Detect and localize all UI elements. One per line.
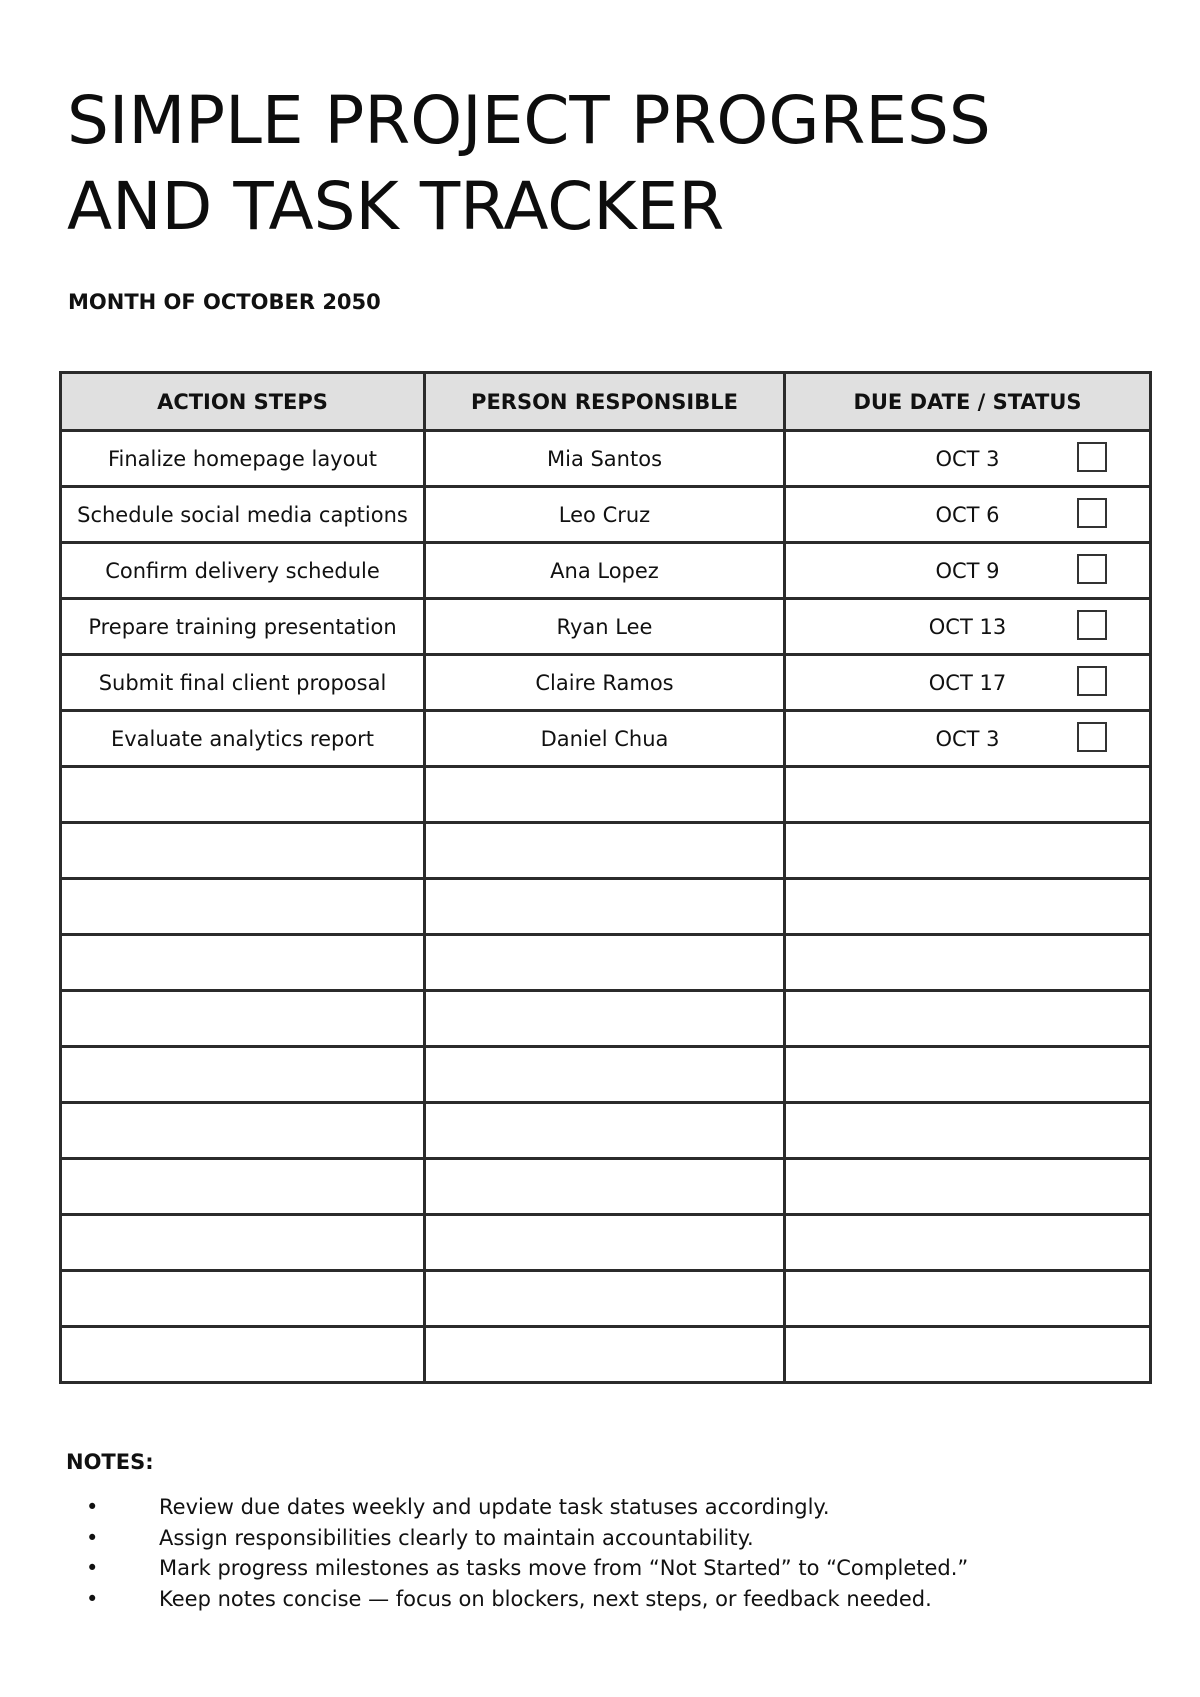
status-checkbox[interactable] xyxy=(1077,610,1107,640)
due-date: OCT 6 xyxy=(935,502,1000,527)
bullet-icon: • xyxy=(86,1586,99,1611)
bullet-icon: • xyxy=(86,1525,99,1550)
empty-table-row xyxy=(61,1327,1151,1383)
notes-list xyxy=(86,1492,1146,1614)
action-step-cell: Evaluate analytics report xyxy=(61,711,425,767)
due-date: OCT 13 xyxy=(928,614,1007,639)
bullet-icon: • xyxy=(86,1495,99,1519)
action-step-cell: Confirm delivery schedule xyxy=(61,543,425,599)
empty-person-cell[interactable] xyxy=(425,1327,785,1383)
empty-action-cell[interactable] xyxy=(61,823,425,879)
status-checkbox[interactable] xyxy=(1077,498,1107,528)
empty-action-cell[interactable] xyxy=(61,1327,425,1383)
empty-person-cell[interactable] xyxy=(425,1103,785,1159)
empty-action-cell[interactable] xyxy=(61,1159,425,1215)
empty-person-cell[interactable] xyxy=(425,1047,785,1103)
action-step-cell: Schedule social media captions xyxy=(61,487,425,543)
empty-due-cell[interactable] xyxy=(785,767,1151,823)
table-row xyxy=(61,655,1151,711)
header-action-steps: ACTION STEPS xyxy=(61,373,425,431)
table-row xyxy=(61,431,1151,487)
task-table xyxy=(59,371,1152,1384)
empty-table-row xyxy=(61,879,1151,935)
empty-table-row xyxy=(61,823,1151,879)
empty-person-cell[interactable] xyxy=(425,991,785,1047)
note-text: Review due dates weekly and update task statuses accordingly. xyxy=(159,1495,830,1519)
empty-person-cell[interactable] xyxy=(425,1271,785,1327)
empty-table-row xyxy=(61,1103,1151,1159)
empty-due-cell[interactable] xyxy=(785,1047,1151,1103)
due-date-status-cell xyxy=(785,543,1151,599)
due-date-status-cell xyxy=(785,431,1151,487)
empty-action-cell[interactable] xyxy=(61,1215,425,1271)
action-step-cell: Submit final client proposal xyxy=(61,655,425,711)
empty-table-row xyxy=(61,1159,1151,1215)
notes-title: NOTES: xyxy=(66,1450,154,1474)
due-date-status-cell xyxy=(785,487,1151,543)
month-label: MONTH OF OCTOBER 2050 xyxy=(68,290,381,314)
empty-person-cell[interactable] xyxy=(425,935,785,991)
empty-person-cell[interactable] xyxy=(425,879,785,935)
empty-action-cell[interactable] xyxy=(61,1271,425,1327)
empty-table-row xyxy=(61,1215,1151,1271)
empty-due-cell[interactable] xyxy=(785,1103,1151,1159)
person-responsible-cell: Leo Cruz xyxy=(425,487,785,543)
action-step-cell: Finalize homepage layout xyxy=(61,431,425,487)
due-date: OCT 9 xyxy=(935,558,1000,583)
table-row xyxy=(61,543,1151,599)
status-checkbox[interactable] xyxy=(1077,666,1107,696)
table-row xyxy=(61,599,1151,655)
note-text: Keep notes concise — focus on blockers, next steps, or feedback needed. xyxy=(159,1586,932,1611)
empty-action-cell[interactable] xyxy=(61,1103,425,1159)
status-checkbox[interactable] xyxy=(1077,554,1107,584)
page-title: SIMPLE PROJECT PROGRESS AND TASK TRACKER xyxy=(67,82,991,245)
empty-action-cell[interactable] xyxy=(61,991,425,1047)
empty-person-cell[interactable] xyxy=(425,1215,785,1271)
note-item xyxy=(86,1523,1146,1554)
status-checkbox[interactable] xyxy=(1077,442,1107,472)
empty-action-cell[interactable] xyxy=(61,879,425,935)
person-responsible-cell: Mia Santos xyxy=(425,431,785,487)
table-header-row xyxy=(61,373,1151,431)
note-item xyxy=(86,1584,1146,1615)
empty-person-cell[interactable] xyxy=(425,1159,785,1215)
due-date: OCT 3 xyxy=(935,726,1000,751)
empty-due-cell[interactable] xyxy=(785,1215,1151,1271)
due-date: OCT 3 xyxy=(935,446,1000,471)
empty-table-row xyxy=(61,935,1151,991)
due-date-status-cell xyxy=(785,655,1151,711)
empty-action-cell[interactable] xyxy=(61,767,425,823)
status-checkbox[interactable] xyxy=(1077,722,1107,752)
empty-due-cell[interactable] xyxy=(785,823,1151,879)
empty-person-cell[interactable] xyxy=(425,767,785,823)
person-responsible-cell: Daniel Chua xyxy=(425,711,785,767)
table-row xyxy=(61,487,1151,543)
empty-person-cell[interactable] xyxy=(425,823,785,879)
note-text: Assign responsibilities clearly to maintain accountability. xyxy=(159,1525,754,1550)
action-step-cell: Prepare training presentation xyxy=(61,599,425,655)
bullet-icon: • xyxy=(86,1556,99,1580)
person-responsible-cell: Ana Lopez xyxy=(425,543,785,599)
header-due-date-status: DUE DATE / STATUS xyxy=(785,373,1151,431)
empty-due-cell[interactable] xyxy=(785,1271,1151,1327)
empty-table-row xyxy=(61,991,1151,1047)
person-responsible-cell: Ryan Lee xyxy=(425,599,785,655)
due-date-status-cell xyxy=(785,711,1151,767)
empty-due-cell[interactable] xyxy=(785,1327,1151,1383)
empty-action-cell[interactable] xyxy=(61,1047,425,1103)
empty-action-cell[interactable] xyxy=(61,935,425,991)
note-text: Mark progress milestones as tasks move from “Not Started” to “Completed.” xyxy=(159,1556,969,1580)
person-responsible-cell: Claire Ramos xyxy=(425,655,785,711)
empty-table-row xyxy=(61,767,1151,823)
note-item xyxy=(86,1492,1146,1523)
due-date: OCT 17 xyxy=(928,670,1007,695)
due-date-status-cell xyxy=(785,599,1151,655)
empty-table-row xyxy=(61,1047,1151,1103)
table-row xyxy=(61,711,1151,767)
empty-due-cell[interactable] xyxy=(785,1159,1151,1215)
empty-due-cell[interactable] xyxy=(785,935,1151,991)
empty-due-cell[interactable] xyxy=(785,879,1151,935)
empty-table-row xyxy=(61,1271,1151,1327)
empty-due-cell[interactable] xyxy=(785,991,1151,1047)
header-person-responsible: PERSON RESPONSIBLE xyxy=(425,373,785,431)
note-item xyxy=(86,1553,1146,1584)
